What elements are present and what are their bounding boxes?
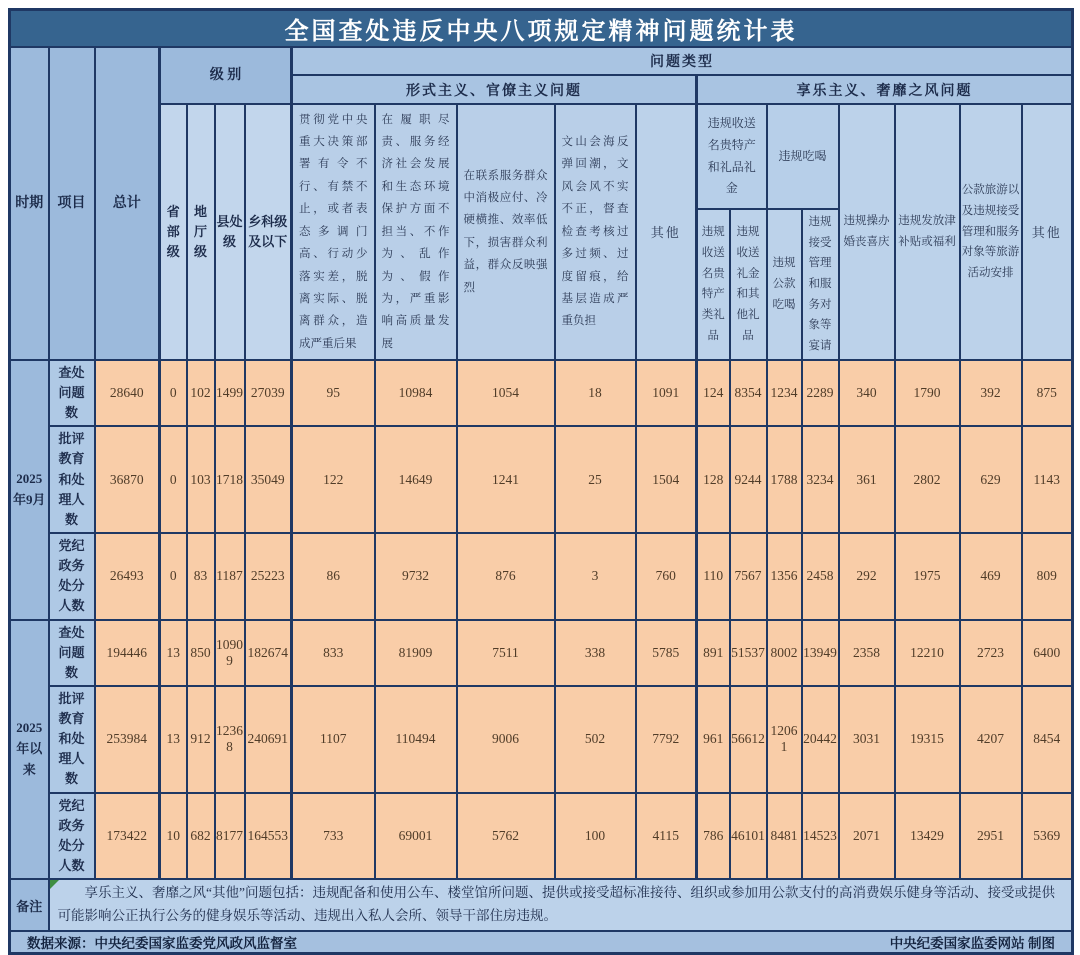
data-cell: 469 [960, 533, 1022, 620]
header-row-3 [10, 104, 1073, 209]
data-cell: 173422 [95, 793, 160, 880]
data-cell: 1241 [457, 426, 555, 533]
row-label: 党纪政务处分人数 [49, 793, 95, 880]
data-source-text: 数据来源：中央纪委国家监委党风政风监督室 [27, 936, 297, 952]
data-cell: 100 [555, 793, 636, 880]
data-cell: 2458 [802, 533, 839, 620]
data-cell: 1788 [767, 426, 802, 533]
data-cell: 850 [187, 620, 215, 686]
remark-label: 备注 [10, 879, 49, 931]
row-label: 批评教育和处理人数 [49, 686, 95, 793]
data-cell: 13429 [895, 793, 960, 880]
data-cell: 1504 [636, 426, 697, 533]
data-cell: 194446 [95, 620, 160, 686]
data-cell: 3031 [839, 686, 895, 793]
data-cell: 164553 [245, 793, 292, 880]
subcol-header-banquet-invites: 违规接受管理和服务对象等宴请 [802, 209, 839, 360]
data-cell: 1107 [292, 686, 375, 793]
col-header-weddings-funerals: 违规操办婚丧喜庆 [839, 104, 895, 360]
group-header-gifts: 违规收送名贵特产和礼品礼金 [697, 104, 767, 209]
data-cell: 69001 [375, 793, 457, 880]
data-cell: 240691 [245, 686, 292, 793]
col-header-allowances: 违规发放津补贴或福利 [895, 104, 960, 360]
row-label: 查处问题数 [49, 620, 95, 686]
data-cell: 2289 [802, 360, 839, 426]
data-cell: 5762 [457, 793, 555, 880]
data-cell: 3 [555, 533, 636, 620]
data-cell: 1054 [457, 360, 555, 426]
data-cell: 1091 [636, 360, 697, 426]
data-cell: 86 [292, 533, 375, 620]
data-cell: 6400 [1022, 620, 1073, 686]
data-cell: 2951 [960, 793, 1022, 880]
statistics-table [8, 8, 1074, 955]
data-cell: 102 [187, 360, 215, 426]
data-cell: 18 [555, 360, 636, 426]
data-cell: 7792 [636, 686, 697, 793]
data-cell: 1499 [215, 360, 245, 426]
data-cell: 912 [187, 686, 215, 793]
data-cell: 629 [960, 426, 1022, 533]
data-cell: 3234 [802, 426, 839, 533]
remark-text: 享乐主义、奢靡之风“其他”问题包括：违规配备和使用公车、楼堂馆所问题、提供或接受超标准接待、组织或参加用公款支付的高消费娱乐健身等活动、接受或提供可能影响公正执行公务的健身娱乐等活动、违规出入私人会所、领导干部住房违规。 [57, 885, 1055, 924]
data-cell: 1356 [767, 533, 802, 620]
data-cell: 12210 [895, 620, 960, 686]
data-cell: 1975 [895, 533, 960, 620]
data-cell: 20442 [802, 686, 839, 793]
data-cell: 51537 [730, 620, 767, 686]
data-cell: 786 [697, 793, 730, 880]
credit-text: 中央纪委国家监委网站 制图 [889, 936, 1056, 952]
data-cell: 253984 [95, 686, 160, 793]
table-row [10, 533, 1073, 620]
data-cell: 0 [160, 360, 187, 426]
title-row [10, 10, 1073, 48]
table-row [10, 360, 1073, 426]
data-cell: 12368 [215, 686, 245, 793]
subcol-header-cash-gifts: 违规收送礼金和其他礼品 [730, 209, 767, 360]
data-cell: 2802 [895, 426, 960, 533]
subcol-header-public-fund-dining: 违规公款吃喝 [767, 209, 802, 360]
data-cell: 361 [839, 426, 895, 533]
data-cell: 46101 [730, 793, 767, 880]
data-cell: 760 [636, 533, 697, 620]
excel-flag-icon [50, 880, 59, 889]
data-cell: 7567 [730, 533, 767, 620]
total-column-header: 总计 [95, 47, 160, 360]
data-cell: 891 [697, 620, 730, 686]
data-cell: 122 [292, 426, 375, 533]
table-row [10, 793, 1073, 880]
data-cell: 876 [457, 533, 555, 620]
data-cell: 25 [555, 426, 636, 533]
data-cell: 81909 [375, 620, 457, 686]
data-cell: 110494 [375, 686, 457, 793]
data-cell: 19315 [895, 686, 960, 793]
level-header-township: 乡科级及以下 [245, 104, 292, 360]
data-cell: 124 [697, 360, 730, 426]
data-cell: 5369 [1022, 793, 1073, 880]
col-header-policy-implementation: 贯彻党中央重大决策部署有令不行、有禁不止，或者表态多调门高、行动少落实差，脱离实际、脱离群众，造成严重后果 [292, 104, 375, 360]
footer-row [10, 931, 1073, 954]
header-row-1 [10, 47, 1073, 75]
data-cell: 10909 [215, 620, 245, 686]
col-header-serving-masses: 在联系服务群众中消极应付、冷硬横推、效率低下，损害群众利益，群众反映强烈 [457, 104, 555, 360]
subcol-header-specialty-gifts: 违规收送名贵特产类礼品 [697, 209, 730, 360]
data-cell: 392 [960, 360, 1022, 426]
data-cell: 1143 [1022, 426, 1073, 533]
data-cell: 961 [697, 686, 730, 793]
data-cell: 26493 [95, 533, 160, 620]
data-cell: 0 [160, 426, 187, 533]
data-cell: 10984 [375, 360, 457, 426]
group-header-banquets: 违规吃喝 [767, 104, 839, 209]
data-cell: 8354 [730, 360, 767, 426]
data-cell: 13 [160, 620, 187, 686]
row-label: 党纪政务处分人数 [49, 533, 95, 620]
data-cell: 1234 [767, 360, 802, 426]
level-header-prefecture: 地厅级 [187, 104, 215, 360]
data-cell: 95 [292, 360, 375, 426]
data-cell: 56612 [730, 686, 767, 793]
data-cell: 733 [292, 793, 375, 880]
period-label: 2025年以来 [10, 620, 49, 880]
data-cell: 1790 [895, 360, 960, 426]
table-row [10, 686, 1073, 793]
data-cell: 14649 [375, 426, 457, 533]
data-cell: 83 [187, 533, 215, 620]
data-cell: 9732 [375, 533, 457, 620]
data-cell: 2723 [960, 620, 1022, 686]
data-cell: 2358 [839, 620, 895, 686]
problem-type-header: 问题类型 [292, 47, 1073, 75]
data-cell: 682 [187, 793, 215, 880]
col-header-public-funded-travel: 公款旅游以及违规接受管理和服务对象等旅游活动安排 [960, 104, 1022, 360]
data-cell: 28640 [95, 360, 160, 426]
data-cell: 36870 [95, 426, 160, 533]
data-cell: 4207 [960, 686, 1022, 793]
data-cell: 110 [697, 533, 730, 620]
data-cell: 5785 [636, 620, 697, 686]
data-cell: 833 [292, 620, 375, 686]
data-cell: 1187 [215, 533, 245, 620]
row-label: 查处问题数 [49, 360, 95, 426]
data-cell: 14523 [802, 793, 839, 880]
level-group-header: 级 别 [160, 47, 292, 104]
data-cell: 25223 [245, 533, 292, 620]
remark-cell [49, 879, 1073, 931]
remark-row [10, 879, 1073, 931]
data-cell: 875 [1022, 360, 1073, 426]
data-cell: 0 [160, 533, 187, 620]
data-cell: 292 [839, 533, 895, 620]
data-cell: 27039 [245, 360, 292, 426]
table-row [10, 426, 1073, 533]
period-column-header: 时期 [10, 47, 49, 360]
section-formalism-header: 形式主义、官僚主义问题 [292, 75, 697, 104]
col-header-hedonism-other: 其他 [1022, 104, 1073, 360]
data-cell: 1718 [215, 426, 245, 533]
data-cell: 8454 [1022, 686, 1073, 793]
statistics-sheet [8, 8, 1072, 955]
data-cell: 35049 [245, 426, 292, 533]
section-hedonism-header: 享乐主义、奢靡之风问题 [697, 75, 1073, 104]
data-cell: 128 [697, 426, 730, 533]
data-cell: 9006 [457, 686, 555, 793]
col-header-duty-performance: 在履职尽责、服务经济社会发展和生态环境保护方面不担当、不作为、乱作为、假作为，严重影响高质量发展 [375, 104, 457, 360]
footer-bar [10, 931, 1073, 954]
data-cell: 502 [555, 686, 636, 793]
level-header-county: 县处级 [215, 104, 245, 360]
table-row [10, 620, 1073, 686]
data-cell: 4115 [636, 793, 697, 880]
data-cell: 7511 [457, 620, 555, 686]
data-cell: 12061 [767, 686, 802, 793]
data-cell: 13949 [802, 620, 839, 686]
data-cell: 9244 [730, 426, 767, 533]
col-header-formalism-other: 其他 [636, 104, 697, 360]
data-cell: 809 [1022, 533, 1073, 620]
row-label: 批评教育和处理人数 [49, 426, 95, 533]
data-cell: 13 [160, 686, 187, 793]
data-cell: 10 [160, 793, 187, 880]
data-cell: 2071 [839, 793, 895, 880]
period-label: 2025年9月 [10, 360, 49, 620]
page-title: 全国查处违反中央八项规定精神问题统计表 [10, 10, 1073, 48]
data-cell: 8177 [215, 793, 245, 880]
level-header-provincial: 省部级 [160, 104, 187, 360]
item-column-header: 项目 [49, 47, 95, 360]
data-cell: 182674 [245, 620, 292, 686]
data-cell: 103 [187, 426, 215, 533]
data-cell: 338 [555, 620, 636, 686]
data-cell: 8481 [767, 793, 802, 880]
data-cell: 340 [839, 360, 895, 426]
col-header-excessive-meetings: 文山会海反弹回潮，文风会风不实不正，督查检查考核过多过频、过度留痕，给基层造成严重负担 [555, 104, 636, 360]
data-cell: 8002 [767, 620, 802, 686]
